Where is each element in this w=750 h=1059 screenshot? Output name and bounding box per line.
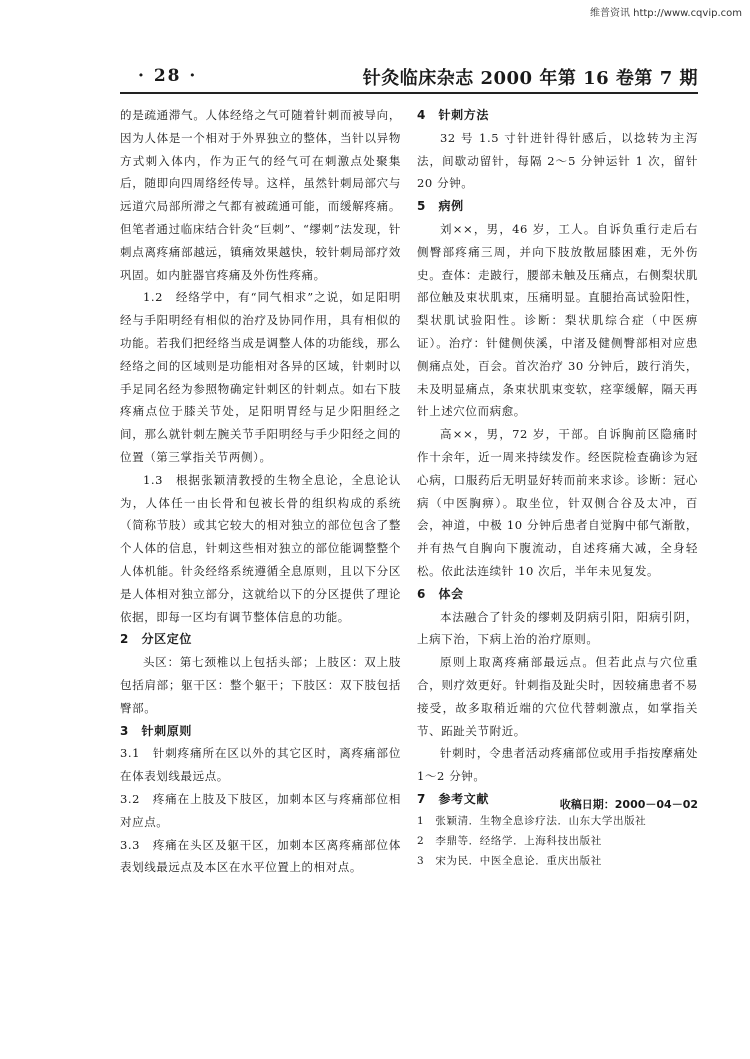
reference-item: 1 张颖清．生物全息诊疗法．山东大学出版社	[417, 814, 647, 827]
journal-title: 针灸临床杂志 2000 年第 16 卷第 7 期	[362, 68, 698, 89]
reference-item: 2 李鼎等．经络学．上海科技出版社	[417, 834, 602, 847]
paragraph: 的是疏通滞气。人体经络之气可随着针刺而被导向，因为人体是一个相对于外界独立的整体，当针以异物方式刺入体内，作为正气的经气可在刺激点处聚集后，随即向四周络经传导。这样，虽然针刺局部穴与远道穴局部所滞之气都有被疏通可能，而缓解疼痛。但笔者通过临床结合针灸“巨刺”、“缪刺”法发现，针刺点离疼痛部越远，镇痛效果越快，较针刺局部疗效巩固。如内脏器官疼痛及外伤性疼痛。	[120, 108, 401, 282]
page-number: · 28 ·	[138, 66, 198, 86]
paragraph: 头区：第七颈椎以上包括头部；上肢区：双上肢包括肩部；躯干区：整个躯干；下肢区：双下肢包括臀部。	[120, 655, 401, 715]
paragraph: 32 号 1.5 寸针进针得针感后，以捻转为主泻法，间歇动留针，每隔 2～5 分钟运针 1 次，留针 20 分钟。	[417, 130, 698, 191]
right-column	[417, 104, 698, 871]
paragraph: 1.3 根据张颖清教授的生物全息论，全息论认为，人体任一由长骨和包被长骨的组织构成的系统（简称节肢）或其它较大的相对独立的部位包含了整个人体的信息，针刺这些相对独立的部位能调整整个人体机能。针灸经络系统遵循全息原则，且以下分区是人体相对独立部分，这就给以下的分区提供了理论依据，即每一区均有调节整体信息的功能。	[120, 472, 401, 624]
received-date: 收稿日期：2000－04－02	[559, 798, 698, 811]
watermark-text: 维普资讯 http://www.cqvip.com	[589, 8, 742, 19]
left-column	[120, 104, 401, 879]
paragraph: 3.1 针刺疼痛所在区以外的其它区时，离疼痛部位在体表划线最远点。	[120, 746, 401, 784]
page-header	[138, 62, 698, 92]
section-heading: 7 参考文献	[417, 791, 489, 806]
paragraph: 3.3 疼痛在头区及躯干区，加刺本区离疼痛部位体表划线最远点及本区在水平位置上的相对点。	[120, 837, 401, 875]
section-heading: 3 针刺原则	[120, 723, 192, 738]
section-heading: 2 分区定位	[120, 632, 192, 647]
section-heading: 5 病例	[417, 199, 464, 214]
section-heading: 6 体会	[417, 586, 464, 601]
paragraph: 针刺时，令患者活动疼痛部位或用手指按摩痛处 1～2 分钟。	[417, 746, 698, 784]
reference-item: 3 宋为民．中医全息论．重庆出版社	[417, 854, 602, 867]
paragraph: 3.2 疼痛在上肢及下肢区，加刺本区与疼痛部位相对应点。	[120, 791, 401, 829]
paragraph: 1.2 经络学中，有“同气相求”之说，如足阳明经与手阳明经有相似的治疗及协同作用，具有相似的功能。若我们把经络当成是调整人体的功能线，那么经络之间的区域则是功能相对各异的区域，针刺时以手足同名经为参照物确定针刺区的针刺点。如右下肢疼痛点位于膝关节处，足阳明胃经与足少阳胆经之间，那么就针刺左腕关节手阳明经与手少阳经之间的位置（第三掌指关节两侧）。	[120, 290, 401, 464]
paragraph: 高××，男，72 岁，干部。自诉胸前区隐痛时作十余年，近一周来持续发作。经医院检查确诊为冠心病，口服药后无明显好转而前来求诊。诊断：冠心病（中医胸痹）。取坐位，针双侧合谷及太冲，百会，神道，中极 10 分钟后患者自觉胸中郁气渐散，并有热气自胸向下腹流动，自述疼痛大减，全身轻松。依此法连续针 10 次后，半年未见复发。	[417, 427, 698, 578]
header-rule	[120, 92, 698, 94]
section-heading: 4 针刺方法	[417, 108, 489, 122]
paragraph: 刘××，男，46 岁，工人。自诉负重行走后右侧臀部疼痛三周，并向下肢放散屈膝困难，无外伤史。查体：走跛行，腰部未触及压痛点，右侧梨状肌部位触及束状肌束，压痛明显。直腿抬高试验阳性，梨状肌试验阳性。诊断：梨状肌综合症（中医痹证）。治疗：针健侧侠溪，中渚及健侧臀部相对应患侧痛点处，百会。首次治疗 30 分钟后，跛行消失，未及明显痛点，条束状肌束变软，痉挛缓解，隔天再针上述穴位而病愈。	[417, 221, 698, 419]
paragraph: 本法融合了针灸的缪刺及阴病引阳，阳病引阴，上病下治，下病上治的治疗原则。	[417, 609, 698, 647]
paragraph: 原则上取离疼痛部最远点。但若此点与穴位重合，则疗效更好。针刺指及趾尖时，因较痛患者不易接受，故多取稍近端的穴位代替刺激点，如掌指关节、跖趾关节附近。	[417, 655, 698, 738]
